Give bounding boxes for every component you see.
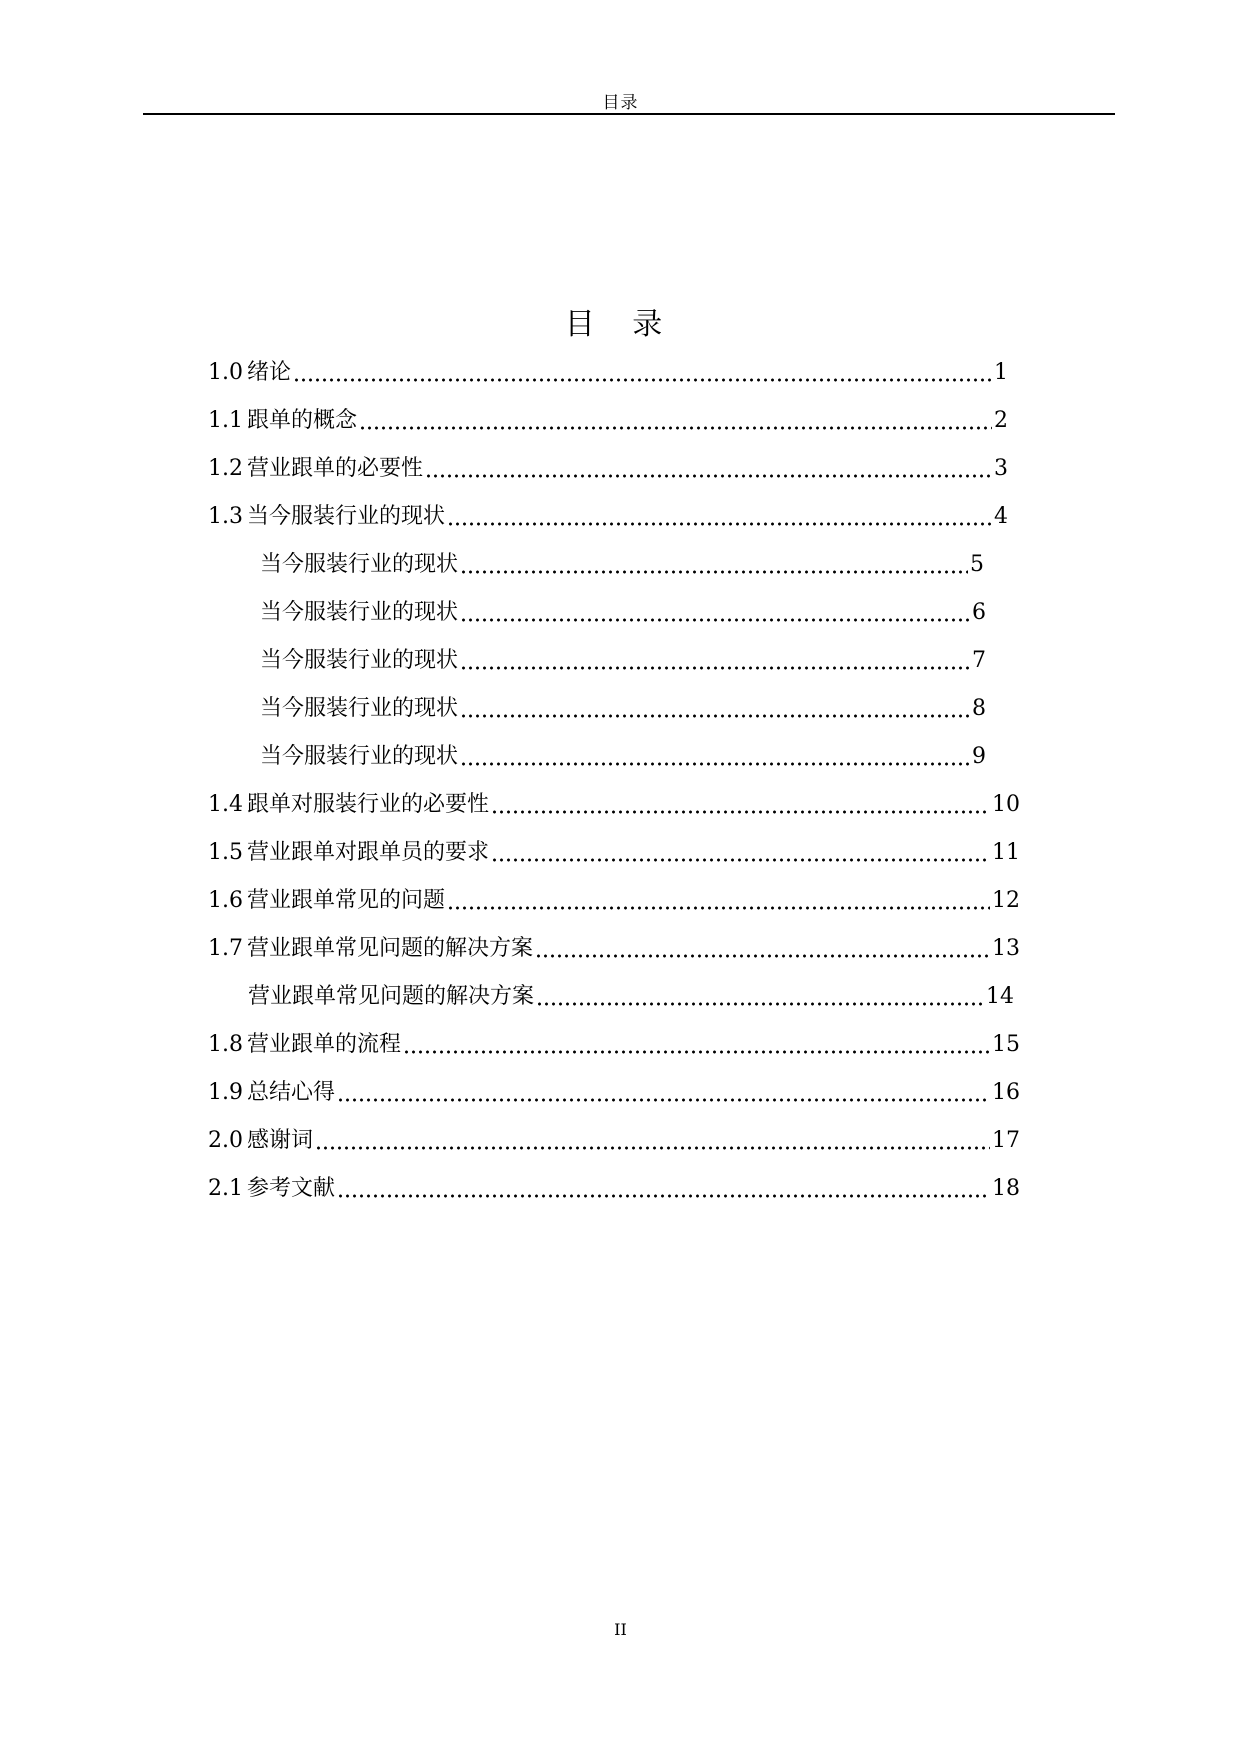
- toc-entry-label: 当今服装行业的现状: [260, 648, 459, 673]
- toc-entry-page: 17: [992, 1128, 1020, 1153]
- toc-entry-page: 14: [986, 984, 1014, 1009]
- toc-entry-number: 1.7: [208, 936, 243, 961]
- toc-entry-page: 18: [992, 1176, 1020, 1201]
- toc-leader-dots: [460, 666, 970, 670]
- toc-leader-dots: [460, 714, 970, 718]
- toc-entry[interactable]: [244, 977, 1014, 1017]
- toc-entry[interactable]: [256, 737, 986, 777]
- toc-entry-page: 16: [992, 1080, 1020, 1105]
- toc-entry-number: 1.8: [208, 1032, 243, 1057]
- toc-entry-page: 2: [994, 408, 1008, 433]
- toc-leader-dots: [536, 1002, 984, 1006]
- toc-leader-dots: [460, 570, 968, 574]
- toc-entry[interactable]: [256, 545, 984, 585]
- header-rule: [143, 113, 1115, 115]
- toc-entry-label: 营业跟单对跟单员的要求: [247, 840, 490, 865]
- toc-leader-dots: [460, 618, 970, 622]
- toc-entry-label: 当今服装行业的现状: [260, 696, 459, 721]
- toc-entry-label: 营业跟单的流程: [247, 1032, 402, 1057]
- toc-leader-dots: [403, 1050, 990, 1054]
- toc-leader-dots: [447, 906, 990, 910]
- toc-entry[interactable]: [208, 881, 1020, 921]
- toc-entry-page: 13: [992, 936, 1020, 961]
- toc-entry-page: 15: [992, 1032, 1020, 1057]
- toc-leader-dots: [293, 378, 992, 382]
- toc-entry-number: 1.4: [208, 792, 243, 817]
- toc-leader-dots: [460, 762, 970, 766]
- toc-entry-label: 总结心得: [247, 1080, 336, 1105]
- toc-entry[interactable]: [208, 497, 1008, 537]
- toc-entry-label: 当今服装行业的现状: [260, 600, 459, 625]
- toc-leader-dots: [359, 426, 992, 430]
- toc-entry-page: 6: [972, 600, 986, 625]
- toc-entry-page: 3: [994, 456, 1008, 481]
- toc-entry-number: 1.6: [208, 888, 243, 913]
- toc-leader-dots: [447, 522, 992, 526]
- toc-entry-number: 1.0: [208, 360, 243, 385]
- toc-entry-page: 1: [994, 360, 1008, 385]
- toc-entry[interactable]: [208, 449, 1008, 489]
- toc-entry[interactable]: [256, 689, 986, 729]
- toc-entry-label: 参考文献: [247, 1176, 336, 1201]
- toc-entry[interactable]: [208, 1121, 1020, 1161]
- toc-leader-dots: [535, 954, 990, 958]
- toc-entry[interactable]: [208, 785, 1020, 825]
- toc-entry-label: 当今服装行业的现状: [260, 744, 459, 769]
- toc-entry-label: 营业跟单的必要性: [247, 456, 424, 481]
- toc-entry-label: 跟单对服装行业的必要性: [247, 792, 490, 817]
- toc-entry-number: 2.0: [208, 1128, 243, 1153]
- toc-entry-page: 11: [992, 840, 1020, 865]
- running-header: 目录: [602, 93, 639, 113]
- toc-entry-page: 7: [972, 648, 986, 673]
- toc-entry[interactable]: [208, 1169, 1020, 1209]
- toc-entry-page: 4: [994, 504, 1008, 529]
- toc-title: 目 录: [564, 307, 677, 342]
- toc-entry[interactable]: [208, 353, 1008, 393]
- toc-entry-page: 5: [970, 552, 984, 577]
- toc-entry-number: 1.9: [208, 1080, 243, 1105]
- toc-entry-page: 10: [992, 792, 1020, 817]
- toc-entry-label: 当今服装行业的现状: [260, 552, 459, 577]
- toc-entry-label: 当今服装行业的现状: [247, 504, 446, 529]
- toc-entry[interactable]: [208, 929, 1020, 969]
- toc-entry-number: 2.1: [208, 1176, 243, 1201]
- toc-entry-label: 营业跟单常见问题的解决方案: [248, 984, 535, 1009]
- toc-entry-number: 1.1: [208, 408, 243, 433]
- toc-entry[interactable]: [208, 1073, 1020, 1113]
- page-number: II: [614, 1620, 627, 1639]
- toc-entry[interactable]: [208, 1025, 1020, 1065]
- toc-entry-page: 12: [992, 888, 1020, 913]
- toc-entry-label: 感谢词: [247, 1128, 314, 1153]
- toc-entry[interactable]: [256, 593, 986, 633]
- toc-entry[interactable]: [208, 401, 1008, 441]
- toc-entry-number: 1.3: [208, 504, 243, 529]
- toc-leader-dots: [337, 1098, 990, 1102]
- toc-entry-page: 9: [972, 744, 986, 769]
- toc-leader-dots: [491, 858, 990, 862]
- toc-leader-dots: [491, 810, 990, 814]
- toc-entry[interactable]: [208, 833, 1020, 873]
- toc-leader-dots: [315, 1146, 990, 1150]
- toc-entry-label: 营业跟单常见问题的解决方案: [247, 936, 534, 961]
- toc-entry-number: 1.2: [208, 456, 243, 481]
- toc-leader-dots: [425, 474, 992, 478]
- toc-entry-number: 1.5: [208, 840, 243, 865]
- toc-entry-label: 跟单的概念: [247, 408, 358, 433]
- toc-leader-dots: [337, 1194, 990, 1198]
- toc-entry-label: 营业跟单常见的问题: [247, 888, 446, 913]
- toc-entry[interactable]: [256, 641, 986, 681]
- toc-entry-label: 绪论: [247, 360, 292, 385]
- toc-entry-page: 8: [972, 696, 986, 721]
